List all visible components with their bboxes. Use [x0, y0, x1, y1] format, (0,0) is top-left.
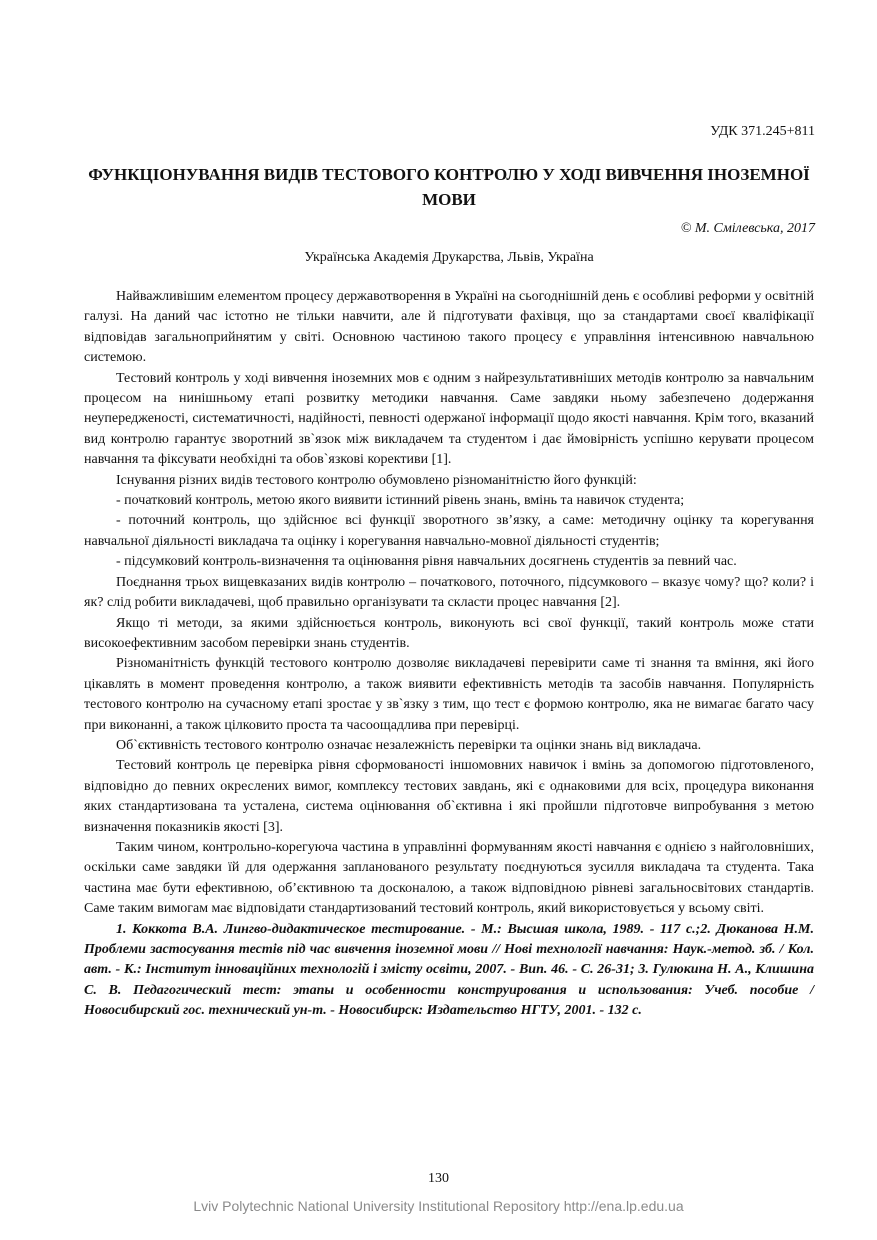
list-item: - підсумковий контроль-визначення та оцінювання рівня навчальних досягнень студентів за певний час.: [116, 554, 737, 570]
paragraph: Об`єктивність тестового контролю означає незалежність перевірки та оцінки знань від викладача.: [116, 737, 702, 753]
article-body: [84, 287, 814, 1022]
paragraph: Таким чином, контрольно-корегуюча частина в управлінні формуванням якості навчання є однією з найголовніших, оскільки саме завдяки їй для одержання запланованого результату поєднуються зусилля викладача та студента. Така частина має бути ефективною, об’єктивною та досконалою, а також відповідною рівневі загальносвітових стандартів. Саме таким вимогам має відповідати стандартизований тестовий контроль, який використовується у всьому світі.: [84, 839, 814, 917]
paragraph: Існування різних видів тестового контролю обумовлено різноманітністю його функцій:: [116, 472, 637, 488]
udk-code: УДК 371.245+811: [710, 124, 815, 139]
paragraph: Поєднання трьох вищевказаних видів контролю – початкового, поточного, підсумкового – вказує чому? що? коли? і як? слід робити викладачеві, щоб правильно організувати та скласти процес навчання [2].: [84, 574, 814, 611]
references: 1. Коккота В.А. Лингво-дидактическое тестирование. - М.: Высшая школа, 1989. - 117 с.;2. Дюканова Н.М. Проблеми застосування тестів під час вивчення іноземної мови // Нові технології навчання: Наук.-метод. зб. / Кол. авт. - К.: Інститут інноваційних технологій і змісту освіти, 2007. - Вип. 46. - С. 26-31; 3. Гулюкина Н. А., Клишина С. В. Педагогический тест: этапы и особенности конструирования и использования: Учеб. пособие / Новосибирский гос. технический ун-т. - Новосибирск: Издательство НГТУ, 2001. - 132 с.: [84, 921, 814, 1019]
paragraph: Тестовий контроль у ході вивчення іноземних мов є одним з найрезультативніших методів контролю за навчальним процесом на нинішньому етапі розвитку методики навчання. Саме завдяки ньому забезпечено додержання неупередженості, систематичності, надійності, певності одержаної інформації щодо якості навчання. Крім того, вказаний вид контролю гарантує зворотний зв`язок між викладачем та студентом і дає ймовірність успішно керувати процесом навчання та фіксувати необхідні та обов`язкові корективи [1].: [84, 370, 814, 468]
author-copyright: © М. Смілевська, 2017: [680, 221, 815, 236]
paragraph: Найважливішим елементом процесу державотворення в Україні на сьогоднішній день є особливі реформи у освітній галузі. На даний час істотно не тільки навчити, але й підготувати фахівця, що за стандартами своєї кваліфікації відповідав загальноприйнятим у світі. Основною частиною такого процесу є управління інтенсивною навчальною системою.: [84, 289, 814, 366]
paragraph: Різноманітність функцій тестового контролю дозволяє викладачеві перевірити саме ті знання та вміння, які його цікавлять в момент проведення контролю, а також виявити ефективність методів та засобів навчання. Популярність тестового контролю на сучасному етапі зростає у зв`язку з тим, що тест є формою контролю, яка не вимагає багато часу при виконанні, а також цілковито проста та часоощадлива при перевірці.: [84, 656, 814, 733]
list-item: - поточний контроль, що здійснює всі функції зворотного зв’язку, а саме: методичну оцінку та корегування навчальної діяльності викладача та оцінку і корегування навчально-мовної діяльності студентів;: [84, 513, 814, 549]
list-item: - початковий контроль, метою якого виявити істинний рівень знань, вмінь та навичок студента;: [116, 493, 685, 509]
article-title: ФУНКЦІОНУВАННЯ ВИДІВ ТЕСТОВОГО КОНТРОЛЮ У ХОДІ ВИВЧЕННЯ ІНОЗЕМНОЇ МОВИ: [88, 165, 810, 209]
paragraph: Тестовий контроль це перевірка рівня сформованості іншомовних навичок і вмінь за допомогою підготовленого, відповідно до певних окреслених вимог, комплексу тестових завдань, які є однаковими для всіх, процедура виконання яких стандартизована та усталена, система оцінювання об`єктивна і які пройшли підготовче випробування з метою визначення показників якості [3].: [84, 758, 814, 835]
repository-footer: Lviv Polytechnic National University Institutional Repository http://ena.lp.edu.ua: [193, 1198, 684, 1214]
affiliation: Українська Академія Друкарства, Львів, Україна: [304, 250, 594, 265]
paragraph: Якщо ті методи, за якими здійснюється контроль, виконують всі свої функції, такий контроль може стати високоефективним засобом перевірки знань студентів.: [84, 615, 814, 651]
page-number: 130: [428, 1171, 449, 1186]
